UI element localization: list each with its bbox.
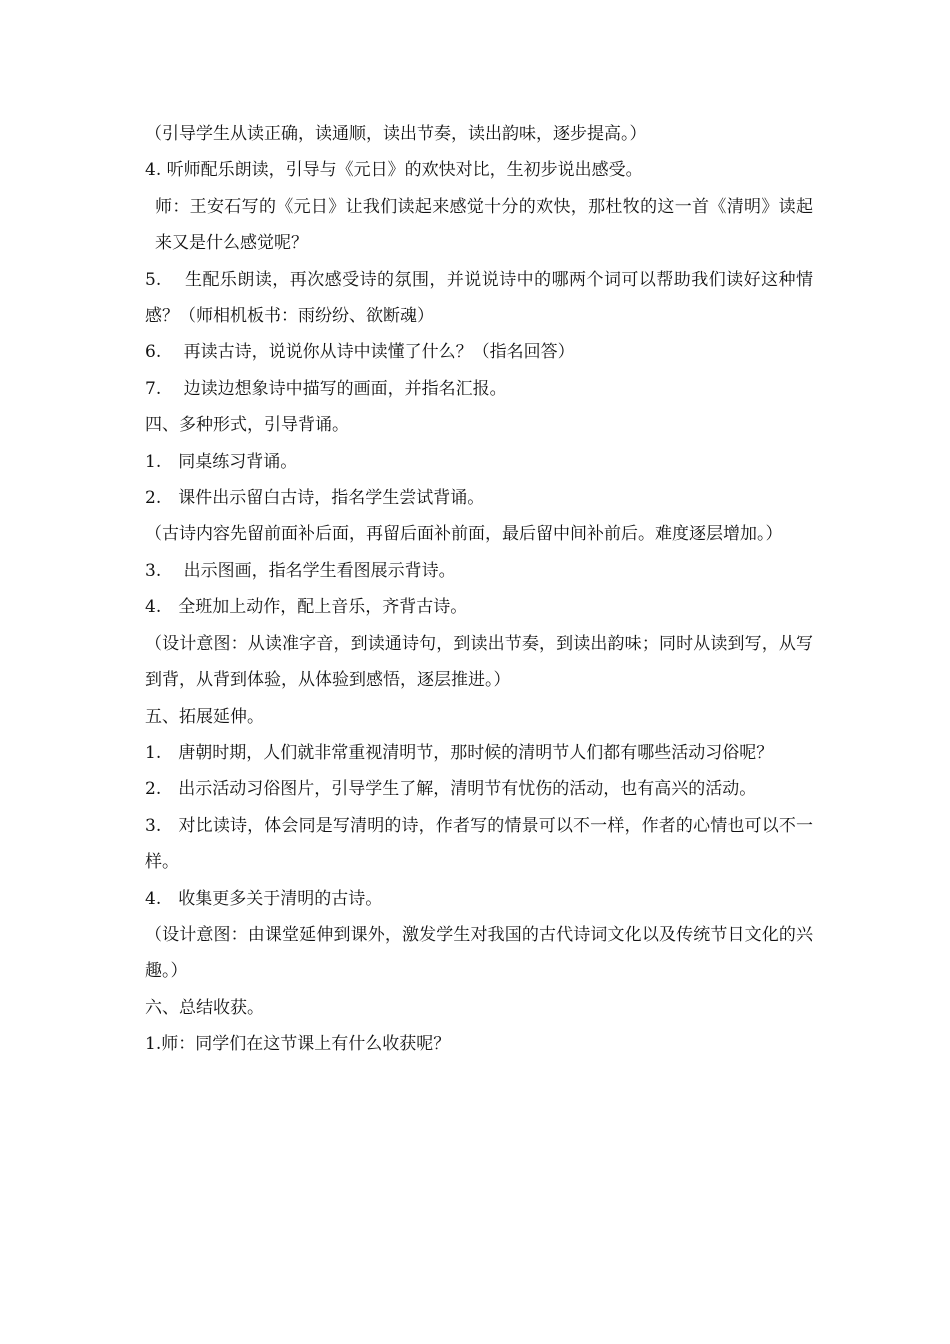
paragraph-recite-4: 4. 全班加上动作，配上音乐，齐背古诗。 xyxy=(145,597,468,618)
section-heading-6: 六、总结收获。 xyxy=(145,997,264,1018)
paragraph-extend-3: 3. 对比读诗，体会同是写清明的诗，作者写的情景可以不一样，作者的心情也可以不一样。 xyxy=(145,815,813,873)
section-heading-4: 四、多种形式，引导背诵。 xyxy=(145,415,349,436)
paragraph-recite-1: 1. 同桌练习背诵。 xyxy=(145,451,298,472)
paragraph-extend-1: 1. 唐朝时期，人们就非常重视清明节，那时候的清明节人们都有哪些活动习俗呢？ xyxy=(145,742,774,763)
paragraph-recite-3: 3. 出示图画，指名学生看图展示背诗。 xyxy=(145,560,456,581)
section-heading-5: 五、拓展延伸。 xyxy=(145,706,264,727)
paragraph-teacher-question: 师：王安石写的《元日》让我们读起来感觉十分的欢快，那杜牧的这一首《清明》读起来又是什么感觉呢？ xyxy=(155,196,813,254)
paragraph-step-6-reread: 6. 再读古诗，说说你从诗中读懂了什么？（指名回答） xyxy=(145,342,575,363)
paragraph-summary-1: 1.师：同学们在这节课上有什么收获呢？ xyxy=(145,1034,451,1055)
paragraph-extend-4: 4. 收集更多关于清明的古诗。 xyxy=(145,888,383,909)
paragraph-guide-reading: （引导学生从读正确，读通顺，读出节奏，读出韵味，逐步提高。） xyxy=(145,124,647,144)
paragraph-extend-2: 2. 出示活动习俗图片，引导学生了解，清明节有忧伤的活动，也有高兴的活动。 xyxy=(145,779,757,800)
paragraph-recite-2: 2. 课件出示留白古诗，指名学生尝试背诵。 xyxy=(145,488,485,509)
paragraph-design-intent-2: （设计意图：由课堂延伸到课外，激发学生对我国的古代诗词文化以及传统节日文化的兴趣。） xyxy=(145,924,813,982)
paragraph-recite-note: （古诗内容先留前面补后面，再留后面补前面，最后留中间补前后。难度逐层增加。） xyxy=(145,524,783,545)
paragraph-step-7-imagine: 7. 边读边想象诗中描写的画面，并指名汇报。 xyxy=(145,378,507,399)
paragraph-step-4-listen: 4. 听师配乐朗读，引导与《元日》的欢快对比，生初步说出感受。 xyxy=(145,160,643,181)
paragraph-step-5-read: 5. 生配乐朗读，再次感受诗的氛围，并说说诗中的哪两个词可以帮助我们读好这种情感？（师相机板书：雨纷纷、欲断魂） xyxy=(145,269,813,327)
paragraph-design-intent-1: （设计意图：从读准字音，到读通诗句，到读出节奏，到读出韵味；同时从读到写，从写到背，从背到体验，从体验到感悟，逐层推进。） xyxy=(145,633,813,691)
document-body xyxy=(145,116,813,1063)
